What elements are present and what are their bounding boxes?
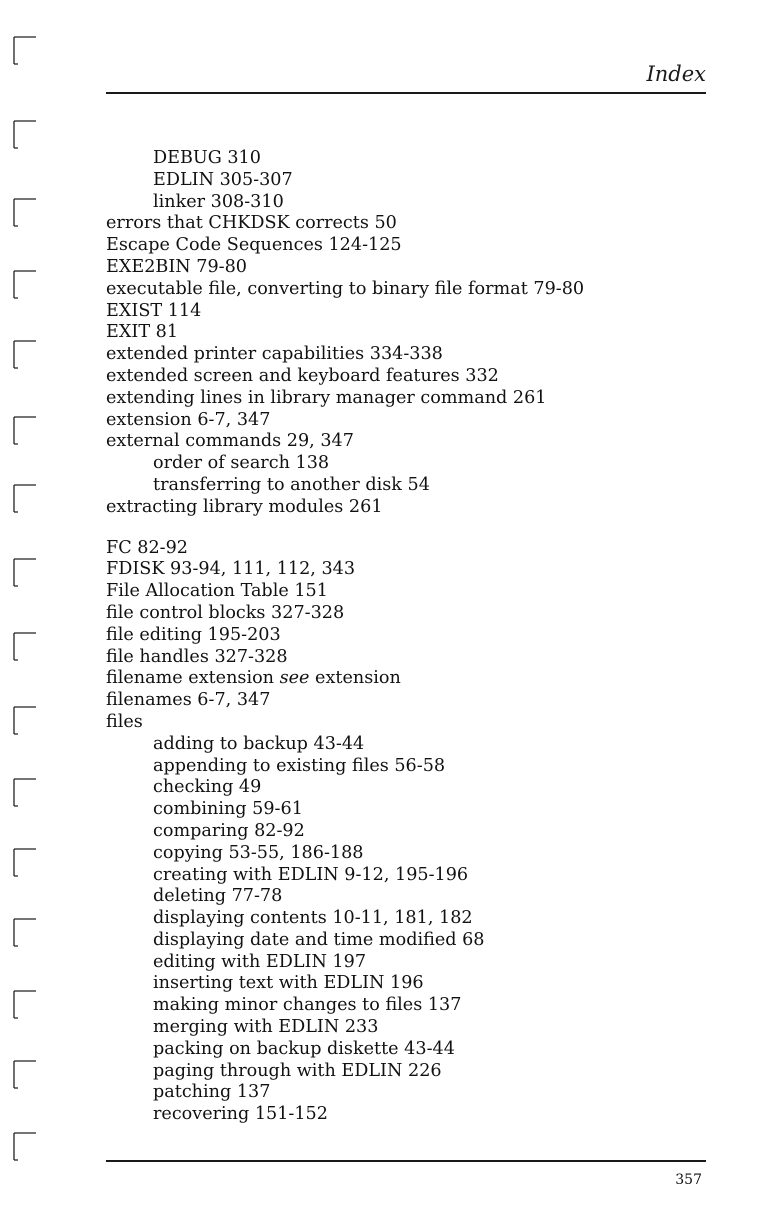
index-entry [106, 581, 726, 603]
index-entry [106, 668, 726, 690]
entry-text: filename extension [106, 668, 280, 689]
entry-text: inserting text with EDLIN 196 [153, 973, 424, 994]
entry-text: combining 59-61 [153, 799, 303, 820]
entry-text: editing with EDLIN 197 [153, 951, 367, 972]
index-entry [106, 497, 726, 519]
entry-text: extended printer capabilities 334-338 [106, 344, 443, 365]
index-subentry [106, 865, 726, 887]
index-subentry [106, 799, 726, 821]
entry-text: transferring to another disk 54 [153, 474, 430, 495]
binding-mark [12, 268, 38, 302]
binding-mark [12, 556, 38, 590]
entry-text: paging through with EDLIN 226 [153, 1060, 442, 1081]
binding-mark [12, 338, 38, 372]
entry-text: File Allocation Table 151 [106, 581, 328, 602]
index-subentry [106, 777, 726, 799]
index-entry [106, 213, 726, 235]
binding-mark [12, 916, 38, 950]
entry-text: creating with EDLIN 9-12, 195-196 [153, 864, 469, 885]
index-entry [106, 647, 726, 669]
binding-mark [12, 1130, 38, 1164]
index-entry [106, 301, 726, 323]
entry-text: comparing 82-92 [153, 820, 305, 841]
entry-text: EXE2BIN 79-80 [106, 256, 247, 277]
entry-text: adding to backup 43-44 [153, 733, 365, 754]
entry-text: recovering 151-152 [153, 1104, 328, 1125]
footer-rule [106, 1160, 706, 1162]
binding-mark [12, 704, 38, 738]
entry-text: file editing 195-203 [106, 624, 281, 645]
entry-text: displaying contents 10-11, 181, 182 [153, 908, 473, 929]
entry-text: extension 6-7, 347 [106, 409, 271, 430]
index-subentry [106, 734, 726, 756]
entry-text: packing on backup diskette 43-44 [153, 1038, 455, 1059]
entry-text: making minor changes to files 137 [153, 995, 462, 1016]
binding-mark [12, 630, 38, 664]
index-subentry [106, 1104, 726, 1126]
entry-text: EXIT 81 [106, 322, 179, 343]
entry-text: patching 137 [153, 1082, 271, 1103]
index-entry [106, 257, 726, 279]
index-entry [106, 344, 726, 366]
entry-text: errors that CHKDSK corrects 50 [106, 213, 397, 234]
binding-mark [12, 482, 38, 516]
binding-mark [12, 846, 38, 880]
entry-see-reference: see [279, 668, 310, 689]
index-subentry [106, 930, 726, 952]
entry-text: displaying date and time modified 68 [153, 929, 485, 950]
index-subentry [106, 886, 726, 908]
binding-mark [12, 34, 38, 68]
index-entry [106, 559, 726, 581]
index-entry [106, 322, 726, 344]
entry-text: filenames 6-7, 347 [106, 690, 271, 711]
entry-text: DEBUG 310 [153, 148, 261, 168]
entry-text: files [106, 711, 143, 732]
entry-text: file control blocks 327-328 [106, 602, 345, 623]
index-entry [106, 388, 726, 410]
entry-text: copying 53-55, 186-188 [153, 842, 364, 863]
index-entry [106, 279, 726, 301]
entry-text: EDLIN 305-307 [153, 169, 293, 190]
index-subentry [106, 1017, 726, 1039]
entry-text: merging with EDLIN 233 [153, 1017, 379, 1038]
binding-mark [12, 776, 38, 810]
entry-text: extending lines in library manager command 261 [106, 387, 547, 408]
index-entry [106, 603, 726, 625]
index-entry [106, 712, 726, 734]
entry-text: FC 82-92 [106, 537, 188, 558]
index-entry [106, 410, 726, 432]
index-subentry [106, 1061, 726, 1083]
index-entry [106, 366, 726, 388]
index-entry [106, 235, 726, 257]
page-header-title: Index [646, 62, 706, 86]
index-entry [106, 538, 726, 560]
entry-text: linker 308-310 [153, 191, 284, 212]
binding-mark [12, 118, 38, 152]
index-subentry [106, 756, 726, 778]
page-number: 357 [675, 1172, 702, 1188]
index-entry [106, 625, 726, 647]
entry-text: executable file, converting to binary file format 79-80 [106, 278, 585, 299]
index-subentry [106, 475, 726, 497]
binding-mark [12, 1058, 38, 1092]
entry-text: extended screen and keyboard features 332 [106, 365, 499, 386]
entry-text: file handles 327-328 [106, 646, 288, 667]
entry-text: checking 49 [153, 777, 262, 798]
index-subentry [106, 170, 726, 192]
index-subentry [106, 952, 726, 974]
index-subentry [106, 908, 726, 930]
index-subentry [106, 453, 726, 475]
entry-text: EXIST 114 [106, 300, 202, 321]
index-subentry [106, 148, 726, 170]
index-subentry [106, 843, 726, 865]
index-subentry [106, 1082, 726, 1104]
entry-text: extracting library modules 261 [106, 496, 383, 517]
entry-text: external commands 29, 347 [106, 431, 354, 452]
index-list [106, 148, 726, 1126]
entry-text: order of search 138 [153, 453, 330, 474]
index-entry [106, 431, 726, 453]
entry-text: FDISK 93-94, 111, 112, 343 [106, 559, 356, 580]
index-subentry [106, 1039, 726, 1061]
entry-text: deleting 77-78 [153, 886, 283, 907]
binding-mark [12, 196, 38, 230]
binding-mark [12, 414, 38, 448]
index-subentry [106, 192, 726, 214]
entry-text-tail: extension [309, 668, 401, 689]
header-rule [106, 92, 706, 94]
index-subentry [106, 973, 726, 995]
entry-text: Escape Code Sequences 124-125 [106, 235, 402, 256]
index-subentry [106, 821, 726, 843]
binding-mark [12, 988, 38, 1022]
index-entry [106, 690, 726, 712]
entry-text: appending to existing files 56-58 [153, 755, 446, 776]
index-subentry [106, 995, 726, 1017]
